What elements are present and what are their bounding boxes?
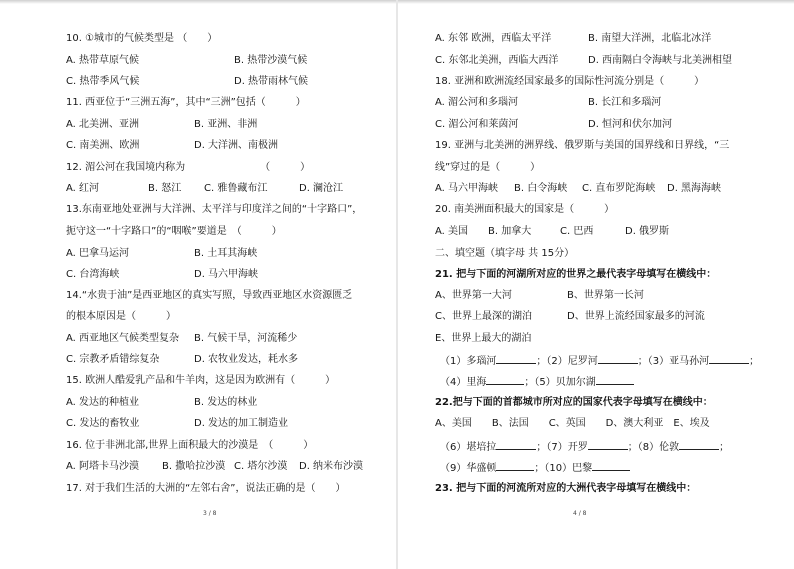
q23-stem: 23. 把与下面的河流所对应的大洲代表字母填写在横线中：: [435, 483, 697, 494]
q14-stem: 14.“水贵于油”是西亚地区的真实写照，导致西亚地区水资源匮乏: [66, 290, 353, 301]
q14-option-d: D. 农牧业发达，耗水多: [194, 354, 299, 365]
q13-option-c: C. 台湾海峡: [66, 269, 120, 280]
q14-option-b: B. 气候干旱，河流稀少: [194, 333, 298, 344]
q13-stem-cont: 扼守这一“十字路口”的“咽喉”要道是 （ ）: [66, 226, 282, 237]
q13-stem: 13.东南亚地处亚洲与大洋洲、太平洋与印度洋之间的“十字路口”，: [66, 204, 363, 215]
q16-option-b: B. 撒哈拉沙漠: [162, 461, 226, 472]
q12-option-c: C. 雅鲁藏布江: [204, 183, 268, 194]
q21-item-5: ；（5）贝加尔湖: [524, 377, 596, 388]
q10-option-c: C. 热带季风气候: [66, 76, 140, 87]
answer-blank-6[interactable]: [496, 440, 536, 450]
answer-blank-3[interactable]: [709, 354, 749, 364]
q17-option-d: D. 西南隔白令海峡与北美洲相望: [588, 55, 733, 66]
q21-choice-d: D、世界上流经国家最多的河流: [567, 311, 705, 322]
q13-option-a: A. 巴拿马运河: [66, 248, 130, 259]
answer-blank-5[interactable]: [596, 375, 634, 385]
q10-option-b: B. 热带沙漠气候: [234, 55, 308, 66]
q10-stem: 10. ①城市的气候类型是 （ ）: [66, 33, 218, 44]
q22-item-10: ；（10）巴黎: [534, 463, 593, 474]
q19-option-a: A. 马六甲海峡: [435, 183, 499, 194]
q21-choice-a: A、世界第一大河: [435, 290, 512, 301]
q19-option-c: C. 直布罗陀海峡: [582, 183, 656, 194]
q21-row1-end: ；: [749, 356, 760, 367]
q22-row1-end: ；: [719, 442, 730, 453]
q12-option-a: A. 红河: [66, 183, 100, 194]
q20-option-b: B. 加拿大: [488, 226, 532, 237]
q15-stem: 15. 欧洲人酷爱乳产品和牛羊肉，这是因为欧洲有（ ）: [66, 375, 336, 386]
q15-option-a: A. 发达的种植业: [66, 397, 140, 408]
q16-option-a: A. 阿塔卡马沙漠: [66, 461, 140, 472]
answer-blank-8[interactable]: [679, 440, 719, 450]
q14-option-a: A. 西亚地区气候类型复杂: [66, 333, 180, 344]
q15-option-d: D. 发达的加工制造业: [194, 418, 289, 429]
q13-option-d: D. 马六甲海峡: [194, 269, 259, 280]
q22-stem: 22.把与下面的首都城市所对应的国家代表字母填写在横线中：: [435, 397, 713, 408]
q21-item-2: ；（2）尼罗河: [536, 356, 598, 367]
q20-option-d: D. 俄罗斯: [625, 226, 670, 237]
q16-option-d: D. 纳米布沙漠: [299, 461, 364, 472]
page-fold: [396, 0, 398, 569]
q22-item-6: （6）堪培拉: [440, 442, 497, 453]
q17-option-c: C. 东邻北美洲，西临大西洋: [435, 55, 559, 66]
q14-stem-cont: 的根本原因是（ ）: [66, 311, 176, 322]
q20-stem: 20. 南美洲面积最大的国家是（ ）: [435, 204, 615, 215]
q21-item-4: （4）里海: [440, 377, 487, 388]
q20-option-a: A. 美国: [435, 226, 469, 237]
q21-item-1: （1）多瑙河: [440, 356, 497, 367]
q21-choice-b: B、世界第一长河: [567, 290, 644, 301]
answer-blank-9[interactable]: [496, 461, 534, 471]
q20-option-c: C. 巴西: [560, 226, 594, 237]
q22-choices: A、美国 B、法国 C、英国 D、澳大利亚 E、埃及: [435, 418, 710, 429]
q18-option-b: B. 长江和多瑙河: [588, 97, 662, 108]
q11-option-c: C. 南美洲、欧洲: [66, 140, 140, 151]
answer-blank-2[interactable]: [598, 354, 638, 364]
q17-stem: 17. 对于我们生活的大洲的“左邻右舍”，说法正确的是（ ）: [66, 483, 346, 494]
q16-stem: 16. 位于非洲北部,世界上面积最大的沙漠是 （ ）: [66, 440, 314, 451]
q13-option-b: B. 土耳其海峡: [194, 248, 258, 259]
q10-option-d: D. 热带雨林气候: [234, 76, 309, 87]
q18-option-c: C. 湄公河和莱茵河: [435, 119, 519, 130]
q21-blanks-row2: [440, 375, 634, 389]
answer-blank-1[interactable]: [496, 354, 536, 364]
page-number-left: 3 / 8: [203, 510, 217, 517]
answer-blank-7[interactable]: [588, 440, 628, 450]
q22-blanks-row1: [440, 440, 729, 454]
q15-option-c: C. 发达的畜牧业: [66, 418, 140, 429]
q11-option-b: B. 亚洲、非洲: [194, 119, 258, 130]
q14-option-c: C. 宗教矛盾错综复杂: [66, 354, 160, 365]
q21-stem: 21. 把与下面的河湖所对应的世界之最代表字母填写在横线中：: [435, 269, 717, 280]
q22-item-9: （9）华盛顿: [440, 463, 497, 474]
q21-choice-c: C、世界上最深的湖泊: [435, 311, 532, 322]
q22-item-7: ；（7）开罗: [536, 442, 588, 453]
q21-choice-e: E、世界上最大的湖泊: [435, 333, 532, 344]
q11-stem: 11. 西亚位于“三洲五海”，其中“三洲”包括（ ）: [66, 97, 306, 108]
q11-option-d: D. 大洋洲、南极洲: [194, 140, 279, 151]
q22-blanks-row2: [440, 461, 630, 475]
q12-stem: 12. 湄公河在我国境内称为 （ ）: [66, 162, 311, 173]
q12-option-b: B. 怒江: [148, 183, 182, 194]
q21-item-3: ；（3）亚马孙河: [637, 356, 710, 367]
q17-option-b: B. 南望大洋洲，北临北冰洋: [588, 33, 712, 44]
q11-option-a: A. 北美洲、亚洲: [66, 119, 140, 130]
page-number-right: 4 / 8: [573, 510, 587, 517]
q10-option-a: A. 热带草原气候: [66, 55, 140, 66]
answer-blank-10[interactable]: [592, 461, 630, 471]
q17-option-a: A. 东邻 欧洲，西临太平洋: [435, 33, 552, 44]
q12-option-d: D. 澜沧江: [299, 183, 344, 194]
q19-option-b: B. 白令海峡: [514, 183, 568, 194]
q18-option-a: A. 湄公河和多瑙河: [435, 97, 519, 108]
q19-stem-cont: 线”穿过的是（ ）: [435, 162, 541, 173]
answer-blank-4[interactable]: [486, 375, 524, 385]
q18-option-d: D. 恒河和伏尔加河: [588, 119, 673, 130]
q19-option-d: D. 黑海海峡: [667, 183, 722, 194]
section-fill-in-heading: 二、填空题（填字母 共 15分）: [435, 248, 575, 259]
q21-blanks-row1: [440, 354, 759, 368]
q22-item-8: ；（8）伦敦: [627, 442, 680, 453]
q19-stem: 19. 亚洲与北美洲的洲界线、俄罗斯与美国的国界线和日界线，“三: [435, 140, 730, 151]
q16-option-c: C. 塔尔沙漠: [234, 461, 288, 472]
q15-option-b: B. 发达的林业: [194, 397, 258, 408]
q18-stem: 18. 亚洲和欧洲流经国家最多的国际性河流分别是（ ）: [435, 76, 705, 87]
